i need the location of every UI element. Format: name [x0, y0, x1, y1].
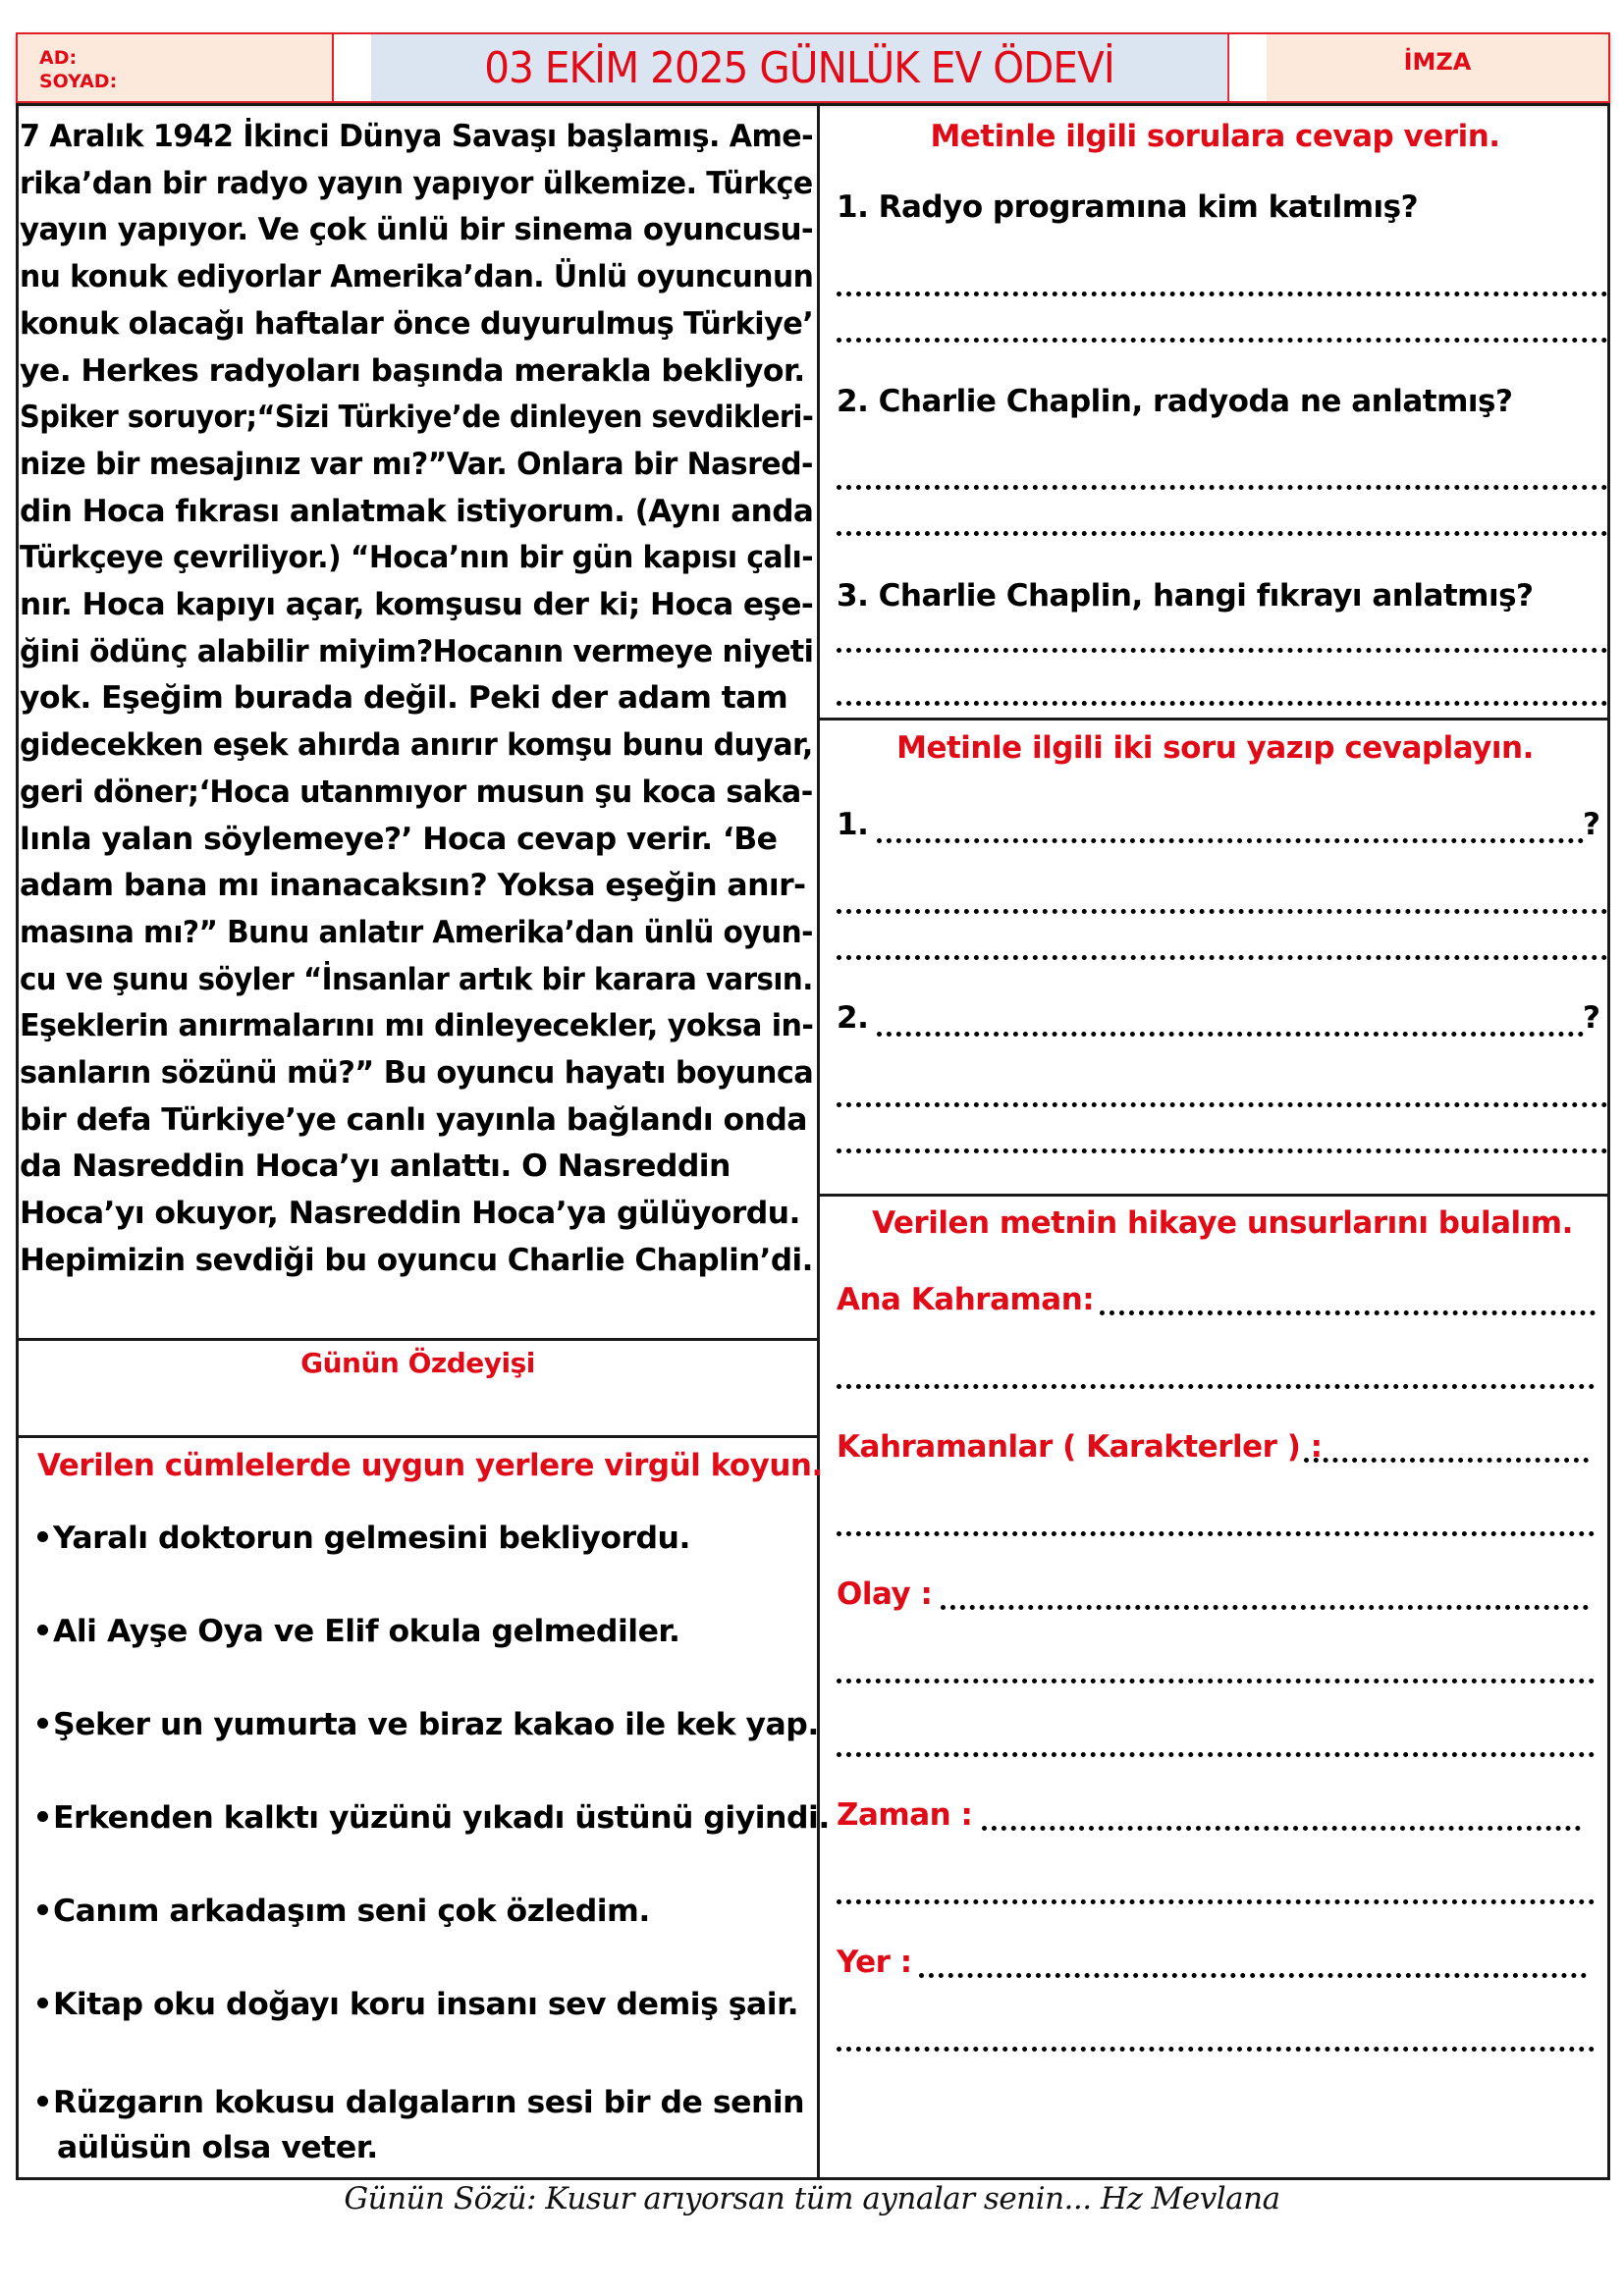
bullet-icon [37, 2096, 48, 2107]
answer-line[interactable] [837, 516, 1607, 536]
passage-line: ğini ödünç alabilir miyim?Hocanın vermeye niyeti [20, 633, 814, 669]
question-3: 3. Charlie Chaplin, hangi fıkrayı anlatmış? [837, 578, 1534, 614]
questions-title: Metinle ilgili sorulara cevap verin. [930, 119, 1500, 154]
event-label: Olay : [837, 1576, 933, 1612]
main-character-label: Ana Kahraman: [837, 1282, 1095, 1317]
passage-line: din Hoca fıkrası anlatmak istiyorum. (Aynı anda [20, 493, 814, 529]
answer-line[interactable] [837, 686, 1607, 706]
page-title: 03 EKİM 2025 GÜNLÜK EV ÖDEVİ [371, 34, 1229, 101]
comma-item-continuation: aülüsün olsa veter. [57, 2130, 378, 2165]
question-mark: ? [1583, 1000, 1600, 1036]
divider-aphorism-commas [16, 1435, 820, 1438]
answer-line[interactable] [837, 1088, 1607, 1107]
answer-line[interactable] [837, 470, 1607, 490]
passage-line: sanların sözünü mü?” Bu oyuncu hayatı boyunca [20, 1055, 814, 1092]
answer-line[interactable] [837, 633, 1607, 653]
question-1: 1. Radyo programına kim katılmış? [837, 189, 1419, 225]
passage-line: konuk olacağı haftalar önce duyurulmuş Türkiye’ [20, 305, 814, 342]
comma-item[interactable]: Yaralı doktorun gelmesini bekliyordu. [37, 1521, 690, 1556]
passage-line: nize bir mesajınız var mı?”Var. Onlara bir Nasred- [20, 446, 813, 482]
write-questions-title: Metinle ilgili iki soru yazıp cevaplayın. [896, 730, 1534, 766]
answer-line[interactable] [837, 1134, 1607, 1153]
answer-line[interactable] [837, 1517, 1595, 1536]
answer-line[interactable] [837, 940, 1607, 960]
name-label: AD: [39, 47, 78, 69]
bullet-icon [37, 1718, 48, 1729]
question-line[interactable] [877, 824, 1584, 843]
bullet-icon [37, 1811, 48, 1822]
signature-cell[interactable] [1267, 34, 1608, 101]
comma-item[interactable]: Rüzgarın kokusu dalgaların sesi bir de senin aülüsün olsa veter. [37, 2080, 804, 2170]
time-line[interactable] [982, 1811, 1581, 1831]
place-line[interactable] [919, 1958, 1587, 1978]
divider-story-aphorism [16, 1338, 820, 1341]
answer-line[interactable] [837, 1369, 1595, 1389]
commas-title: Verilen cümlelerde uygun yerlere virgül koyun. [37, 1448, 823, 1483]
worksheet-header [16, 32, 1610, 103]
story-elements-title: Verilen metnin hikaye unsurlarını bulalım. [872, 1205, 1573, 1241]
question-line[interactable] [877, 1017, 1584, 1037]
bullet-icon [37, 1625, 48, 1635]
comma-item[interactable]: Ali Ayşe Oya ve Elif okula gelmediler. [37, 1614, 679, 1649]
name-surname-cell[interactable] [18, 34, 334, 101]
event-line[interactable] [941, 1590, 1589, 1610]
main-character-line[interactable] [1100, 1296, 1596, 1315]
footer-quote: Günün Sözü: Kusur arıyorsan tüm aynalar senin... Hz Mevlana [344, 2181, 1280, 2216]
passage-line: da Nasreddin Hoca’yı anlattı. O Nasreddin [20, 1148, 731, 1185]
passage-line: rika’dan bir radyo yayın yapıyor ülkemize. Türkçe [20, 165, 813, 201]
bullet-icon [37, 1904, 48, 1915]
signature-label: İMZA [1403, 48, 1472, 76]
answer-line[interactable] [837, 2032, 1595, 2052]
passage-line: yok. Eşeğim burada değil. Peki der adam tam [20, 680, 788, 717]
divider-questions-write [817, 718, 1610, 721]
time-label: Zaman : [837, 1797, 973, 1833]
column-divider [817, 103, 820, 2180]
comma-item[interactable]: Kitap oku doğayı koru insanı sev demiş şair. [37, 1987, 798, 2022]
reading-passage [20, 114, 815, 1285]
passage-line: 7 Aralık 1942 İkinci Dünya Savaşı başlamış. Ame- [20, 119, 814, 154]
passage-line: gidecekken eşek ahırda anırır komşu bunu duyar, [20, 727, 813, 764]
passage-line: bir defa Türkiye’ye canlı yayınla bağlandı onda [20, 1101, 807, 1138]
bullet-icon [37, 1998, 48, 2008]
comma-item[interactable]: Erkenden kalktı yüzünü yıkadı üstünü giyindi. [37, 1800, 830, 1836]
characters-label: Kahramanlar ( Karakterler ) : [837, 1429, 1323, 1465]
answer-line[interactable] [837, 1737, 1595, 1757]
aphorism-answer-area[interactable] [39, 1389, 795, 1428]
bullet-icon [37, 1531, 48, 1542]
answer-line[interactable] [837, 894, 1607, 914]
passage-line: Eşeklerin anırmalarını mı dinleyecekler, yoksa in- [20, 1008, 814, 1044]
surname-label: SOYAD: [39, 71, 118, 92]
answer-line[interactable] [837, 277, 1607, 296]
divider-write-elements [817, 1194, 1610, 1197]
answer-line[interactable] [837, 1885, 1595, 1904]
write-question-2-number: 2. [837, 1000, 869, 1036]
comma-item[interactable]: Şeker un yumurta ve biraz kakao ile kek yap. [37, 1707, 819, 1742]
write-question-1-number: 1. [837, 807, 869, 842]
passage-line: nır. Hoca kapıyı açar, komşusu der ki; Hoca eşe- [20, 587, 814, 623]
passage-line: lınla yalan söylemeye?’ Hoca cevap verir. ‘Be [20, 821, 778, 857]
answer-line[interactable] [837, 1664, 1595, 1683]
passage-line: adam bana mı inanacaksın? Yoksa eşeğin anır- [20, 868, 806, 904]
passage-line: ye. Herkes radyoları başında merakla bekliyor. [20, 352, 805, 389]
question-2: 2. Charlie Chaplin, radyoda ne anlatmış? [837, 384, 1513, 419]
aphorism-title: Günün Özdeyişi [300, 1347, 535, 1379]
answer-line[interactable] [837, 323, 1607, 343]
passage-line: cu ve şunu söyler “İnsanlar artık bir karara varsın. [20, 961, 813, 997]
passage-line: nu konuk ediyorlar Amerika’dan. Ünlü oyuncunun [20, 259, 814, 295]
passage-line: yayın yapıyor. Ve çok ünlü bir sinema oyuncusu- [20, 212, 814, 248]
passage-line: Hepimizin sevdiği bu oyuncu Charlie Chaplin’di. [20, 1242, 813, 1278]
passage-line: Spiker soruyor;“Sizi Türkiye’de dinleyen sevdikleri- [20, 400, 814, 436]
passage-line: Türkçeye çevriliyor.) “Hoca’nın bir gün kapısı çalı- [20, 540, 814, 576]
place-label: Yer : [837, 1945, 912, 1980]
passage-line: masına mı?” Bunu anlatır Amerika’dan ünlü oyun- [20, 914, 813, 950]
passage-line: Hoca’yı okuyor, Nasreddin Hoca’ya gülüyordu. [20, 1196, 800, 1232]
characters-line[interactable] [1304, 1443, 1589, 1463]
passage-line: geri döner;‘Hoca utanmıyor musun şu koca saka- [20, 774, 813, 810]
question-mark: ? [1583, 807, 1600, 842]
comma-item[interactable]: Canım arkadaşım seni çok özledim. [37, 1894, 650, 1929]
